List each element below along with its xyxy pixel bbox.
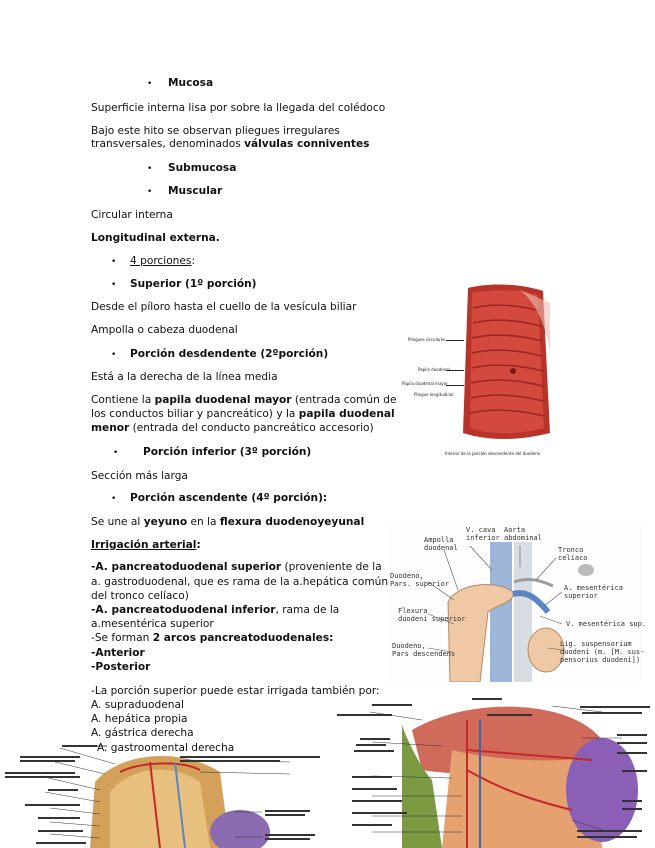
heading-descendente: Porción desdendente (2ºporción) (130, 348, 329, 360)
mucosa-desc-3: transversales, denominados válvulas conniventes (91, 138, 370, 150)
bullet: • (111, 280, 117, 290)
figure2-label: V. cava inferior (466, 526, 500, 542)
duodenum-mucosa-figure (458, 283, 553, 443)
irrig-line: del tronco celíaco) (91, 590, 189, 602)
irrig-line: a. gastroduodenal, que es rama de la a.hepática común (91, 576, 389, 588)
irrigacion-title: Irrigación arterial: (91, 539, 201, 551)
figure1-caption: Interior de la porción descendente del duodeno (445, 451, 541, 456)
figure2-label: V. mesentérica sup. (566, 620, 647, 628)
irrig-line: -Se forman 2 arcos pancreatoduodenales: (91, 632, 334, 644)
bullet: • (147, 79, 153, 89)
descendente-desc-1: Está a la derecha de la línea media (91, 371, 278, 383)
descendente-desc-2: Contiene la papila duodenal mayor (entrada común de (91, 394, 397, 406)
heading-muscular: Muscular (168, 185, 223, 197)
irrig-line: -A. pancreatoduodenal superior (proveniente de la (91, 561, 382, 573)
figure2-label: Lig. suspensorium duodeni (m. [M. sus- pensorius duodeni]) (560, 640, 645, 664)
irrig-line: -Anterior (91, 647, 145, 659)
superior-desc-2: Ampolla o cabeza duodenal (91, 324, 238, 336)
heading-submucosa: Submucosa (168, 162, 237, 174)
leader-line (446, 340, 464, 341)
leader-line (446, 385, 464, 386)
figure2-label: Tronco celíaco (558, 546, 588, 562)
irrig-line: A. gástrica derecha (91, 727, 194, 739)
ascendente-desc: Se une al yeyuno en la flexura duodenoyeyunal (91, 516, 365, 528)
figure1-label: Papila duodenal mayor (402, 381, 448, 386)
irrig-line: A. hepática propia (91, 713, 188, 725)
figure2-label: Ampolla duodenal (424, 536, 458, 552)
figure2-label: Duodeno, Pars descendens (392, 642, 456, 658)
heading-inferior: Porción inferior (3º porción) (143, 446, 312, 458)
inferior-desc: Sección más larga (91, 470, 188, 482)
porciones-title: 4 porciones: (130, 255, 196, 267)
mucosa-desc-1: Superficie interna lisa por sobre la llegada del colédoco (91, 102, 386, 114)
heading-superior: Superior (1º porción) (130, 278, 257, 290)
bullet: • (111, 350, 117, 360)
muscular-longitudinal: Longitudinal externa. (91, 232, 220, 244)
figure2-label: Duodeno, Pars. superior (390, 572, 450, 588)
descendente-desc-3: los conductos biliar y pancreático) y la papila duodenal (91, 408, 395, 420)
duodenum-arteries-figure (0, 742, 325, 848)
irrig-line: A. supraduodenal (91, 699, 184, 711)
bullet: • (113, 448, 119, 458)
heading-ascendente: Porción ascendente (4º porción): (130, 492, 328, 504)
figure1-label: Pliegues circulares (408, 337, 446, 342)
heading-mucosa: Mucosa (168, 77, 214, 89)
descendente-desc-4: menor (entrada del conducto pancreático accesorio) (91, 422, 374, 434)
bullet: • (147, 187, 153, 197)
figure2-label: A. mesentérica superior (564, 584, 624, 600)
stomach-arteries-figure (332, 690, 655, 848)
figure1-label: Pliegue longitudinal (414, 392, 454, 397)
figure2-label: Aorta abdominal (504, 526, 542, 542)
bullet: • (147, 164, 153, 174)
irrig-line: -La porción superior puede estar irrigada también por: (91, 685, 380, 697)
bullet: • (111, 257, 117, 267)
irrig-line: -A. pancreatoduodenal inferior, rama de la (91, 604, 340, 616)
bullet: • (111, 494, 117, 504)
muscular-circular: Circular interna (91, 209, 173, 221)
figure2-label: Flexura duodeni superior (398, 607, 466, 623)
figure1-label: Papila duodenal (418, 367, 450, 372)
irrig-line: -Posterior (91, 661, 151, 673)
mucosa-desc-2: Bajo este hito se observan pliegues irregulares (91, 125, 340, 137)
irrig-line: a.mesentérica superior (91, 618, 214, 630)
irrig-line: A. gastroomental derecha (97, 742, 235, 754)
superior-desc-1: Desde el píloro hasta el cuello de la vesícula biliar (91, 301, 357, 313)
